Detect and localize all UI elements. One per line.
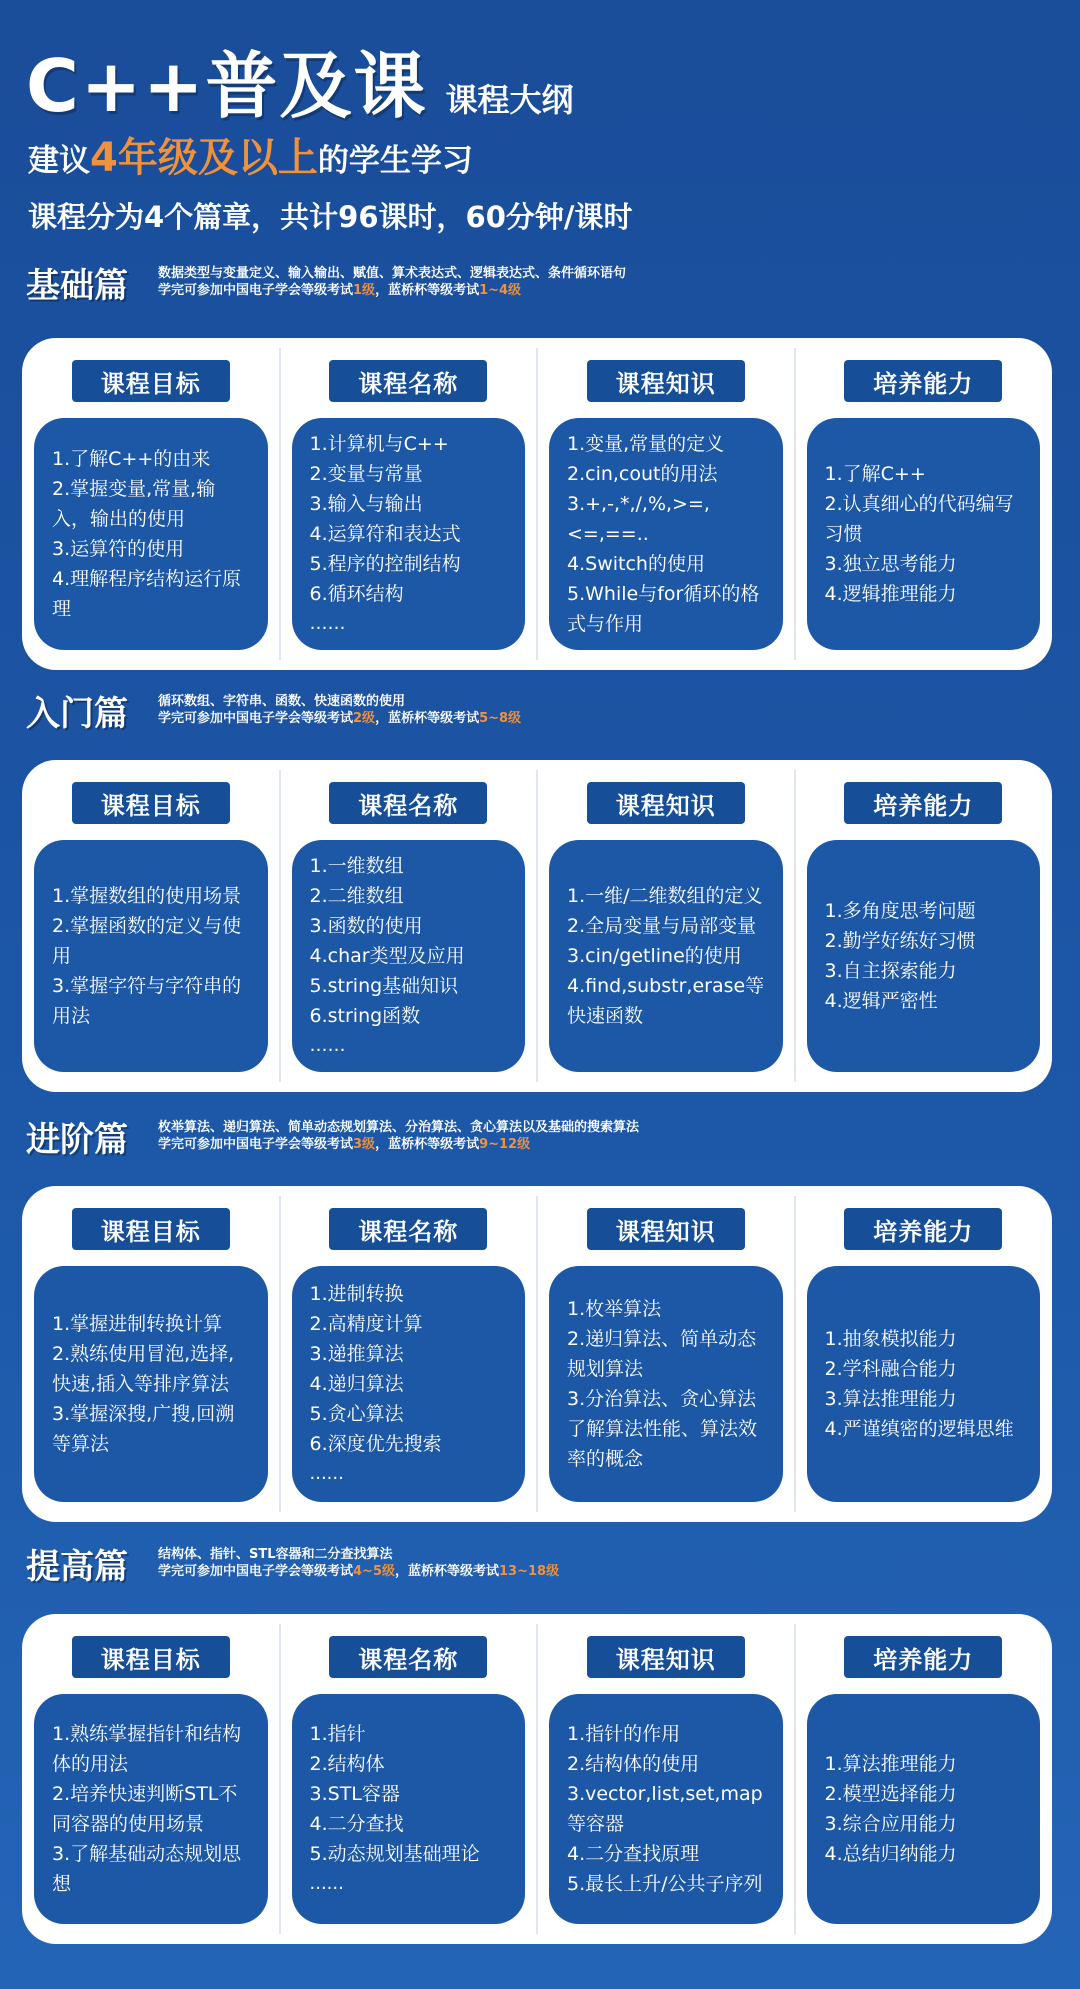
list-item: 4.Switch的使用: [567, 553, 705, 575]
list-item: 2.勤学好练好习惯: [824, 930, 976, 952]
list-item: 3.独立思考能力: [824, 553, 957, 575]
column-2: [280, 338, 538, 670]
list-item: 1.一维数组: [309, 855, 404, 877]
list-item: 2.cin,cout的用法: [567, 463, 718, 485]
column-label: 课程名称: [329, 360, 487, 402]
list-item: 3.掌握字符与字符串的用法: [52, 975, 242, 1027]
list-item: 2.变量与常量: [309, 463, 423, 485]
list-item: 3.掌握深搜,广搜,回溯等算法: [52, 1403, 235, 1455]
list-item: 1.多角度思考问题: [824, 900, 976, 922]
list-item: 3.STL容器: [309, 1783, 400, 1805]
section-topics: 枚举算法、递归算法、简单动态规划算法、分治算法、贪心算法以及基础的搜索算法: [158, 1120, 640, 1135]
list-item: 1.指针: [309, 1723, 366, 1745]
list-item: 4.二分查找: [309, 1813, 404, 1835]
exam-pre: 学完可参加中国电子学会等级考试: [158, 1137, 354, 1152]
content-card: [549, 418, 783, 650]
list-item: 2.递归算法、简单动态规划算法: [567, 1328, 757, 1380]
section-topics: 数据类型与变量定义、输入输出、赋值、算术表达式、逻辑表达式、条件循环语句: [158, 266, 627, 281]
list-item: 5.While与for循环的格式与作用: [567, 583, 760, 635]
list-item: 5.string基础知识: [309, 975, 459, 997]
content-list: [825, 1749, 1023, 1869]
section-header-4: [26, 1536, 559, 1590]
section-header-2: [26, 683, 521, 737]
list-item: 4.二分查找原理: [567, 1843, 700, 1865]
section-panel-2: [22, 760, 1052, 1092]
section-panel-4: [22, 1614, 1052, 1944]
content-list: [310, 851, 508, 1061]
content-card: [807, 418, 1041, 650]
column-1: [22, 338, 280, 670]
column-label: 课程知识: [587, 782, 745, 824]
column-3: [537, 338, 795, 670]
list-item: 4.严谨缜密的逻辑思维: [824, 1418, 1014, 1440]
content-list: [310, 1279, 508, 1489]
list-ellipsis: ......: [309, 1873, 344, 1894]
list-item: 4.find,substr,erase等快速函数: [567, 975, 765, 1027]
list-item: 1.熟练掌握指针和结构体的用法: [52, 1723, 242, 1775]
content-card: [34, 1694, 268, 1924]
content-list: [52, 881, 250, 1031]
column-label: 培养能力: [844, 1636, 1002, 1678]
content-card: [549, 1266, 783, 1502]
column-4: [795, 760, 1053, 1092]
list-item: 4.逻辑推理能力: [824, 583, 957, 605]
content-list: [567, 1719, 765, 1899]
section-exam: [158, 710, 521, 727]
exam-level-a: 3级: [353, 1137, 376, 1152]
list-item: 6.string函数: [309, 1005, 421, 1027]
list-item: 2.模型选择能力: [824, 1783, 957, 1805]
list-item: 6.循环结构: [309, 583, 404, 605]
list-item: 3.了解基础动态规划思想: [52, 1843, 242, 1895]
section-name: 入门篇: [26, 693, 128, 734]
exam-mid: ，蓝桥杯等级考试: [395, 1564, 500, 1579]
course-summary: 课程分为4个篇章，共计96课时，60分钟/课时: [28, 200, 633, 234]
column-4: [795, 1614, 1053, 1944]
content-list: [52, 1719, 250, 1899]
content-card: [807, 840, 1041, 1072]
content-list: [825, 1324, 1023, 1444]
content-list: [52, 444, 250, 624]
exam-level-b: 9~12级: [479, 1137, 531, 1152]
section-description: [158, 1546, 559, 1580]
grade-post: 的学生学习: [317, 143, 473, 179]
list-item: 3.递推算法: [309, 1343, 404, 1365]
exam-level-a: 4~5级: [353, 1564, 395, 1579]
grade-pre: 建议: [28, 143, 90, 179]
column-label: 课程目标: [72, 1636, 230, 1678]
list-item: 1.了解C++的由来: [52, 448, 211, 470]
list-item: 1.掌握数组的使用场景: [52, 885, 242, 907]
section-topics: 结构体、指针、STL容器和二分查找算法: [158, 1547, 393, 1562]
exam-level-a: 2级: [353, 711, 376, 726]
list-item: 1.算法推理能力: [824, 1753, 957, 1775]
exam-level-b: 13~18级: [499, 1564, 560, 1579]
content-card: [549, 840, 783, 1072]
column-label: 培养能力: [844, 1208, 1002, 1250]
list-item: 1.了解C++: [824, 463, 926, 485]
column-2: [280, 1614, 538, 1944]
list-item: 2.培养快速判断STL不同容器的使用场景: [52, 1783, 238, 1835]
column-3: [537, 760, 795, 1092]
list-item: 2.掌握变量,常量,输入，输出的使用: [52, 478, 216, 530]
column-label: 课程知识: [587, 360, 745, 402]
column-label: 课程名称: [329, 1636, 487, 1678]
content-card: [807, 1694, 1041, 1924]
section-name: 基础篇: [26, 265, 128, 306]
content-card: [292, 418, 526, 650]
content-card: [34, 418, 268, 650]
exam-pre: 学完可参加中国电子学会等级考试: [158, 283, 354, 298]
column-label: 课程知识: [587, 1636, 745, 1678]
column-1: [22, 760, 280, 1092]
content-card: [807, 1266, 1041, 1502]
list-item: 4.逻辑严密性: [824, 990, 938, 1012]
content-list: [567, 429, 765, 639]
content-card: [34, 840, 268, 1072]
content-card: [292, 840, 526, 1072]
list-item: 3.运算符的使用: [52, 538, 185, 560]
list-item: 1.指针的作用: [567, 1723, 681, 1745]
list-item: 2.学科融合能力: [824, 1358, 957, 1380]
list-item: 1.变量,常量的定义: [567, 433, 725, 455]
list-item: 3.函数的使用: [309, 915, 423, 937]
exam-level-b: 1~4级: [479, 283, 522, 298]
list-item: 2.结构体的使用: [567, 1753, 700, 1775]
column-label: 课程目标: [72, 782, 230, 824]
content-list: [825, 896, 1023, 1016]
section-description: [158, 693, 521, 727]
column-2: [280, 1186, 538, 1522]
list-item: 2.熟练使用冒泡,选择,快速,插入等排序算法: [52, 1343, 235, 1395]
section-exam: [158, 282, 626, 299]
list-item: 4.char类型及应用: [309, 945, 465, 967]
exam-mid: ，蓝桥杯等级考试: [375, 283, 480, 298]
list-item: 2.结构体: [309, 1753, 385, 1775]
content-list: [310, 1719, 508, 1899]
content-card: [34, 1266, 268, 1502]
list-item: 2.掌握函数的定义与使用: [52, 915, 242, 967]
list-item: 了解算法性能、算法效率的概念: [567, 1418, 758, 1470]
exam-pre: 学完可参加中国电子学会等级考试: [158, 1564, 354, 1579]
grade-recommendation: [28, 126, 473, 183]
list-item: 4.运算符和表达式: [309, 523, 461, 545]
exam-level-b: 5~8级: [479, 711, 522, 726]
list-item: 1.计算机与C++: [309, 433, 449, 455]
list-item: 6.深度优先搜索: [309, 1433, 442, 1455]
content-list: [567, 1294, 765, 1474]
list-item: 2.全局变量与局部变量: [567, 915, 757, 937]
content-card: [549, 1694, 783, 1924]
column-label: 课程知识: [587, 1208, 745, 1250]
page-title: [26, 28, 574, 132]
list-ellipsis: ……: [309, 1035, 346, 1056]
column-label: 培养能力: [844, 782, 1002, 824]
column-label: 课程目标: [72, 1208, 230, 1250]
column-3: [537, 1614, 795, 1944]
course-title: C++普及课: [26, 44, 428, 128]
exam-level-a: 1级: [353, 283, 376, 298]
section-description: [158, 265, 626, 299]
list-ellipsis: ......: [309, 1463, 344, 1484]
section-header-1: [26, 255, 626, 309]
list-item: 4.理解程序结构运行原理: [52, 568, 242, 620]
list-item: 1.抽象模拟能力: [824, 1328, 957, 1350]
list-item: 2.二维数组: [309, 885, 404, 907]
section-header-3: [26, 1109, 639, 1163]
list-item: 2.高精度计算: [309, 1313, 423, 1335]
list-item: 3.自主探索能力: [824, 960, 957, 982]
list-item: 3.输入与输出: [309, 493, 423, 515]
section-description: [158, 1119, 639, 1153]
column-label: 培养能力: [844, 360, 1002, 402]
section-topics: 循环数组、字符串、函数、快速函数的使用: [158, 694, 406, 709]
column-3: [537, 1186, 795, 1522]
column-label: 课程名称: [329, 1208, 487, 1250]
content-card: [292, 1266, 526, 1502]
content-list: [52, 1309, 250, 1459]
section-name: 提高篇: [26, 1546, 128, 1587]
list-ellipsis: ……: [309, 613, 346, 634]
grade-highlight: 4年级及以上: [90, 135, 318, 181]
list-item: 1.一维/二维数组的定义: [567, 885, 763, 907]
list-item: 5.贪心算法: [309, 1403, 404, 1425]
list-item: 3.算法推理能力: [824, 1388, 957, 1410]
column-1: [22, 1614, 280, 1944]
content-list: [567, 881, 765, 1031]
section-panel-3: [22, 1186, 1052, 1522]
list-item: 4.递归算法: [309, 1373, 404, 1395]
content-list: [310, 429, 508, 639]
list-item: 5.动态规划基础理论: [309, 1843, 480, 1865]
column-2: [280, 760, 538, 1092]
list-item: 2.认真细心的代码编写习惯: [824, 493, 1014, 545]
section-exam: [158, 1136, 639, 1153]
content-list: [825, 459, 1023, 609]
list-item: 1.掌握进制转换计算: [52, 1313, 223, 1335]
column-label: 课程目标: [72, 360, 230, 402]
list-item: 3.+,-,*,/,%,>=,<=,==..: [567, 493, 710, 545]
list-item: 3.cin/getline的使用: [567, 945, 742, 967]
list-item: 5.程序的控制结构: [309, 553, 461, 575]
list-item: 4.总结归纳能力: [824, 1843, 957, 1865]
content-card: [292, 1694, 526, 1924]
list-item: 3.vector,list,set,map等容器: [567, 1783, 763, 1835]
exam-mid: ，蓝桥杯等级考试: [375, 711, 480, 726]
column-1: [22, 1186, 280, 1522]
column-label: 课程名称: [329, 782, 487, 824]
list-item: 1.枚举算法: [567, 1298, 662, 1320]
section-name: 进阶篇: [26, 1119, 128, 1160]
exam-pre: 学完可参加中国电子学会等级考试: [158, 711, 354, 726]
course-title-sub: 课程大纲: [445, 81, 574, 119]
column-4: [795, 1186, 1053, 1522]
section-panel-1: [22, 338, 1052, 670]
list-item: 3.分治算法、贪心算法: [567, 1388, 757, 1410]
exam-mid: ，蓝桥杯等级考试: [375, 1137, 480, 1152]
list-item: 3.综合应用能力: [824, 1813, 957, 1835]
section-exam: [158, 1563, 559, 1580]
list-item: 1.进制转换: [309, 1283, 404, 1305]
column-4: [795, 338, 1053, 670]
list-item: 5.最长上升/公共子序列: [567, 1873, 763, 1895]
